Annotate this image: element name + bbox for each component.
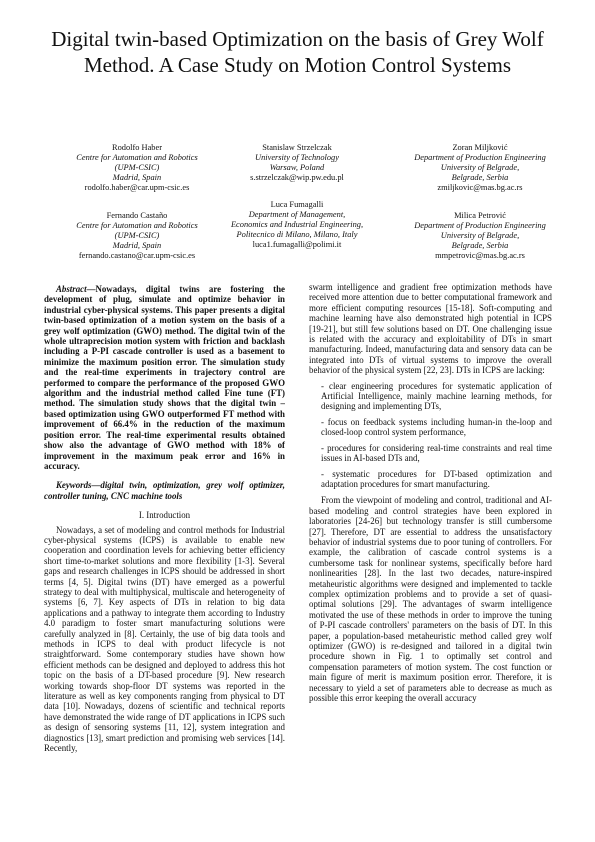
author-block-miljkovic xyxy=(395,143,565,193)
list-item: - systematic procedures for DT-based optimization and adaptation procedures for smart manufacturing. xyxy=(321,468,552,489)
author-block-petrovic xyxy=(395,211,565,261)
author-affiliation: Department of Production Engineering xyxy=(414,153,546,162)
author-affiliation: University of Belgrade, xyxy=(440,163,520,172)
abstract-text: —Nowadays, digital twins are fostering the development of plug, simulate and optimize behavior in industrial cyber-physical systems. This paper presents a digital twin-based optimization of a motion system on the basis of a grey wolf optimization (GWO) method. The digital twin of the whole ultraprecision motion system with friction and backlash including a P-PI cascade controller is used as a basement to minimize the maximum position error. The simulation study and the real-time experiments in trajectory control are performed to compare the performance of the proposed GWO algorithm and the industrial method called Fine tune (FT) method. The simulation study shows that the digital twin –based optimization using GWO outperformed FT method with improvement of 66.4% in the reduction of the maximum position error. The real-time experimental results obtained show also the advantage of GWO method with 18% of improvement in the maximum peak error and 16% in accuracy. xyxy=(44,284,285,471)
author-name: Fernando Castaño xyxy=(106,211,168,220)
author-block-strzelczak xyxy=(212,143,382,183)
paper-title: Digital twin-based Optimization on the basis of Grey Wolf Method. A Case Study on Motion Control Systems xyxy=(51,27,544,77)
author-name: Rodolfo Haber xyxy=(111,143,162,152)
author-name: Luca Fumagalli xyxy=(270,200,324,209)
keywords: Keywords—digital twin, optimization, grey wolf optimizer, controller tuning, CNC machine tools xyxy=(44,480,285,501)
author-affiliation: (UPM-CSIC) xyxy=(114,163,160,172)
left-column xyxy=(44,284,285,753)
author-affiliation: Politecnico di Milano, Milano, Italy xyxy=(236,230,358,239)
author-affiliation: Madrid, Spain xyxy=(112,241,162,250)
author-affiliation: Belgrade, Serbia xyxy=(451,173,509,182)
author-affiliation: Centre for Automation and Robotics xyxy=(76,153,198,162)
author-affiliation: University of Technology xyxy=(255,153,339,162)
author-name: Zoran Miljković xyxy=(452,143,508,152)
intro-paragraph-1: Nowadays, a set of modeling and control methods for Industrial cyber-physical systems (ICPS) is available to enable new cooperation and coordination levels for achieving better efficiency short time-to-market solutions and more flexibility [1-3]. Several gaps and research challenges in ICPS should be addressed in short terms [4, 5]. Digital twins (DT) have emerged as a powerful strategy to deal with multiphysical, multiscale and heterogeneity of systems [6, 7]. Key aspects of DTs in relation to big data applications and a pathway to integrate them according to Industry 4.0 paradigm to foster smart manufacturing solutions were carefully analyzed in [8]. Certainly, the use of big data tools and methods in ICPS to deal with product lifecycle is not straightforward. Some contemporary studies have shown how efficient methods can be designed and deployed to address this hot topic on the basis of a DT-based procedure [9]. New research working towards shop-floor DT systems was reported in the literature as well as key components ranging from physical to DT data [10]. Nowadays, dozens of scientific and technical reports have demonstrated the wide range of DT applications in ICPS such as design of sensoring systems [11, 12], system integration and diagnostics [13], smart prediction and promising web services [14]. Recently, xyxy=(44,524,285,754)
list-item: - clear engineering procedures for systematic application of Artificial Intelligence, mainly machine learning methods, for designing and implementing DTs, xyxy=(321,380,552,412)
author-affiliation: University of Belgrade, xyxy=(440,231,520,240)
author-affiliation: Centre for Automation and Robotics xyxy=(76,221,198,230)
author-email: zmiljkovic@mas.bg.ac.rs xyxy=(437,183,523,192)
author-block-fumagalli xyxy=(212,200,382,250)
author-email: s.strzelczak@wip.pw.edu.pl xyxy=(250,173,344,182)
author-email: fernando.castano@car.upm-csic.es xyxy=(78,251,196,260)
author-email: rodolfo.haber@car.upm-csic.es xyxy=(84,183,190,192)
author-email: mmpetrovic@mas.bg.ac.rs xyxy=(435,251,525,260)
author-block-haber xyxy=(52,143,222,193)
author-name: Stanislaw Strzelczak xyxy=(262,143,332,152)
author-name: Milica Petrović xyxy=(454,211,506,220)
author-affiliation: Department of Production Engineering xyxy=(414,221,546,230)
author-affiliation: Department of Management, xyxy=(248,210,346,219)
author-affiliation: Belgrade, Serbia xyxy=(451,241,509,250)
abstract xyxy=(44,284,285,471)
section-heading-introduction: I. Introduction xyxy=(138,510,191,521)
right-column xyxy=(309,282,552,703)
intro-paragraph-2: From the viewpoint of modeling and control, traditional and AI-based modeling and control strategies have been explored in laboratories [24-26] but technology transfer is still cumbersome [27]. Therefore, DT are essential to address the unsatisfactory behavior of industrial systems due to poor tuning of controllers. For example, the calibration of cascade control systems is a cumbersome task for nonlinear systems, specifically before hard nonlinearities [28]. In the last two decades, nature-inspired metaheuristic algorithms were designed and implemented to tackle complex optimization problems and to provide a set of quasi-optimal solutions [29]. The advantages of swarm intelligence motivated the use of these methods in order to improve the tuning of P-PI cascade controllers' parameters on the basis of DT. In this paper, a population-based metaheuristic method called grey wolf optimizer (GWO) is re-designed and tailored in a digital twin procedure shown in Fig. 1 to optimally set control and compensation parameters of motion system. The cost function or main figure of merit is maximum position error. Therefore, it is necessary to yield a set of parameters able to decrease as much as possible this error keeping the overall accuracy xyxy=(309,495,552,704)
intro-paragraph-continued: swarm intelligence and gradient free optimization methods have received more attention due to better computational framework and more efficient computing resources [15-18]. Soft-computing and machine learning have also demonstrated high potential in ICPS [19-21], but still few solutions based on DT. One challenging issue is related with the accuracy and exploitability of DTs in smart manufacturing. Indeed, manufacturing data and sensory data can be integrated into DTs of virtual systems to improve the overall behavior of the physical system [22, 23]. DTs in ICPS are lacking: xyxy=(309,282,552,376)
author-block-castano xyxy=(52,211,222,261)
author-affiliation: Madrid, Spain xyxy=(112,173,162,182)
list-item: - focus on feedback systems including human-in the-loop and closed-loop control system performance, xyxy=(321,416,552,438)
author-affiliation: Economics and Industrial Engineering, xyxy=(230,220,364,229)
list-item: - procedures for considering real-time constraints and real time issues in AI-based DTs and, xyxy=(321,442,552,464)
author-affiliation: Warsaw, Poland xyxy=(269,163,325,172)
abstract-lead: Abstract xyxy=(56,284,87,294)
author-affiliation: (UPM-CSIC) xyxy=(114,231,160,240)
author-email: luca1.fumagalli@polimi.it xyxy=(252,240,342,249)
